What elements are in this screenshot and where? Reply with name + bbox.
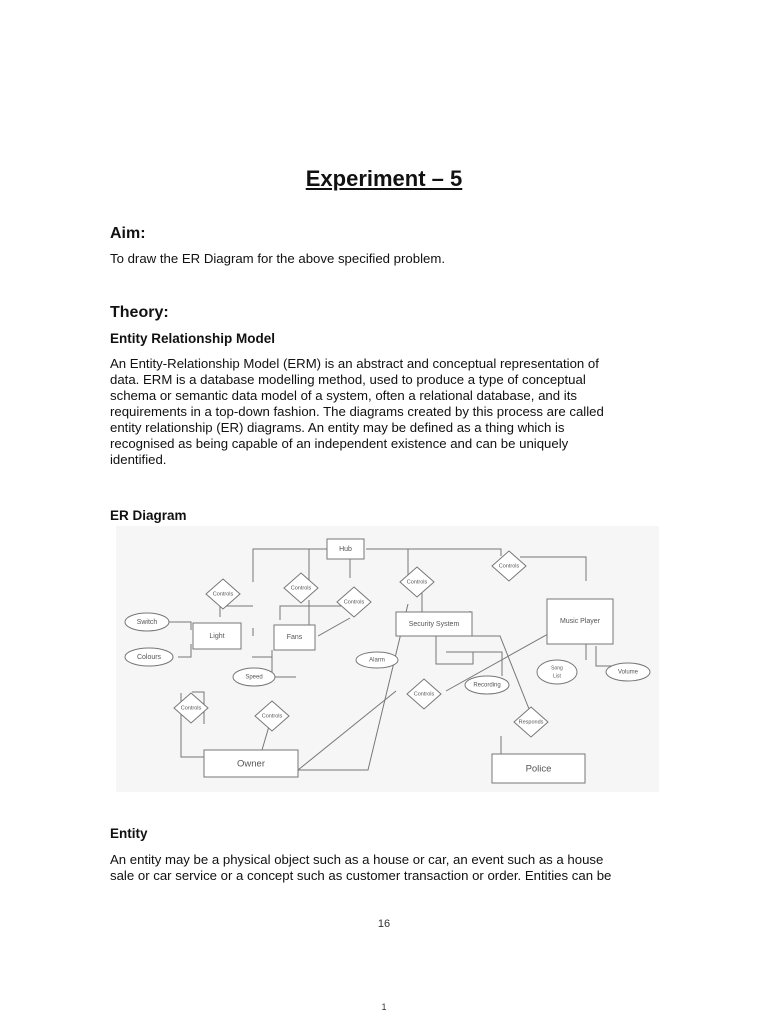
entity-heading: Entity — [110, 826, 148, 841]
attribute-song-list-label: List — [553, 673, 561, 680]
relationship-controls-label: Controls — [290, 585, 312, 592]
attribute-alarm-label: Alarm — [369, 657, 385, 664]
relationship-controls-owner-music — [407, 679, 441, 709]
relationship-controls-owner-fans — [255, 701, 289, 731]
erm-line: entity relationship (ER) diagrams. An entity may be defined as a thing which is — [110, 420, 565, 435]
entity-hub — [327, 539, 364, 559]
entity-fans-label: Fans — [286, 633, 303, 641]
connector-line — [168, 622, 191, 630]
attribute-speed-label: Speed — [245, 674, 263, 681]
connector-line — [178, 644, 191, 657]
connector-line — [298, 691, 396, 770]
page-title: Experiment – 5 — [305, 166, 463, 191]
relationship-controls-light — [206, 579, 240, 609]
erm-line: identified. — [110, 452, 167, 467]
relationship-controls-label: Controls — [498, 563, 520, 570]
connector-line — [280, 606, 350, 620]
erm-line: data. ERM is a database modelling method, used to produce a type of conceptual — [110, 372, 586, 387]
entity-police-label: Police — [525, 763, 552, 775]
relationship-controls-fans — [284, 573, 318, 603]
erm-line: recognised as being capable of an independent existence and can be uniquely — [110, 436, 569, 451]
erm-line: requirements in a top-down fashion. The diagrams created by this process are called — [110, 404, 604, 419]
relationship-controls-owner-hub — [337, 587, 371, 617]
connector-line — [253, 549, 327, 582]
relationship-controls-owner-light — [174, 693, 208, 723]
entity-line: sale or car service or a concept such as customer transaction or order. Entities can be — [110, 868, 612, 883]
attribute-speed — [233, 668, 275, 686]
attribute-song-list — [537, 660, 577, 684]
connector-line — [272, 650, 296, 677]
relationship-responds — [514, 707, 548, 737]
attribute-recording-label: Recording — [473, 682, 501, 689]
entity-music-player-label: Music Player — [559, 617, 601, 625]
relationship-responds-label: Responds — [518, 719, 544, 726]
erm-line: An Entity-Relationship Model (ERM) is an abstract and conceptual representation of — [110, 356, 599, 371]
relationship-controls-label: Controls — [261, 713, 283, 720]
relationship-controls-label: Controls — [413, 691, 435, 698]
attribute-recording — [465, 676, 509, 694]
entity-fans — [274, 625, 315, 650]
entity-security-system — [396, 612, 472, 636]
relationship-controls-label: Controls — [406, 579, 428, 586]
connector-line — [366, 549, 501, 556]
entity-police — [492, 754, 585, 783]
entity-owner-label: Owner — [237, 758, 265, 770]
attribute-colours-label: Colours — [136, 653, 162, 661]
entity-light-label: Light — [209, 632, 225, 640]
attribute-colours — [125, 648, 173, 666]
erm-line: schema or semantic data model of a system, often a relational database, and its — [110, 388, 577, 403]
connector-line — [520, 557, 586, 581]
connector-line — [375, 549, 408, 578]
bottom-mark: 1 — [381, 1002, 387, 1012]
entity-paragraph — [110, 852, 658, 884]
connector-line — [501, 736, 522, 756]
er-diagram-svg — [116, 526, 659, 792]
attribute-volume — [606, 663, 650, 681]
erm-paragraph — [110, 356, 658, 468]
entity-security-system-label: Security System — [408, 620, 460, 628]
entity-line: An entity may be a physical object such as a house or car, an event such as a house — [110, 852, 604, 867]
connector-line — [596, 646, 619, 666]
relationship-controls-music — [492, 551, 526, 581]
relationship-controls-label: Controls — [180, 705, 202, 712]
attribute-song-list-label: Song — [551, 665, 563, 672]
connector-line — [318, 618, 350, 636]
relationship-controls-security — [400, 567, 434, 597]
er-diagram-heading: ER Diagram — [110, 508, 187, 523]
entity-hub-label: Hub — [339, 545, 352, 553]
relationship-controls-label: Controls — [212, 591, 234, 598]
entity-light — [193, 623, 241, 649]
attribute-switch-label: Switch — [136, 618, 158, 626]
theory-heading: Theory: — [110, 304, 169, 321]
page-number: 16 — [377, 918, 391, 930]
aim-text: To draw the ER Diagram for the above specified problem. — [110, 251, 445, 266]
attribute-switch — [125, 613, 169, 631]
attribute-volume-label: Volume — [617, 669, 639, 676]
entity-owner — [204, 750, 298, 777]
connector-line — [436, 636, 473, 664]
relationship-controls-label: Controls — [343, 599, 365, 606]
erm-subheading: Entity Relationship Model — [110, 331, 276, 346]
entity-music-player — [547, 599, 613, 644]
aim-heading: Aim: — [110, 225, 146, 242]
attribute-alarm — [356, 652, 398, 668]
er-diagram — [116, 526, 659, 792]
